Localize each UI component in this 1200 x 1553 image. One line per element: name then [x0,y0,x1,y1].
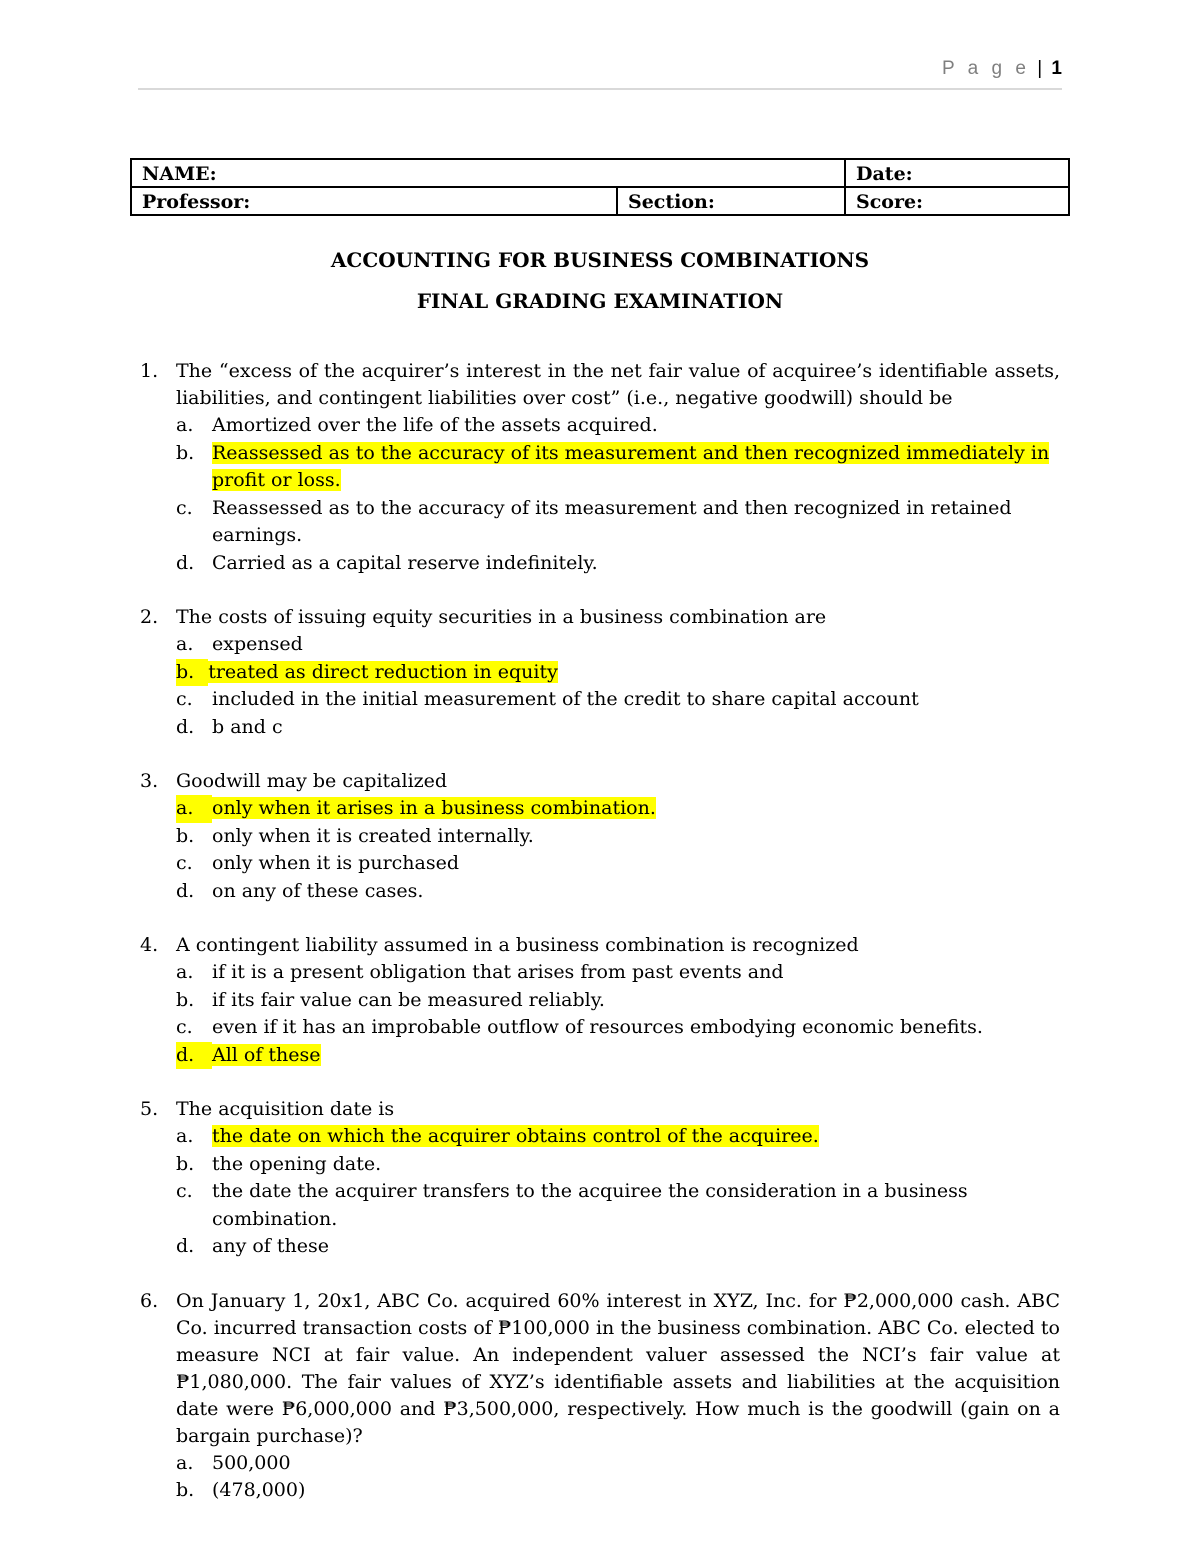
question-number: 5. [140,1098,159,1120]
option-a: a. expensed [176,633,303,655]
option-d: d. on any of these cases. [176,879,424,902]
question-1 [140,358,1060,577]
question-text: Goodwill may be capitalized [176,770,448,792]
option-d: d. Carried as a capital reserve indefinitely. [176,551,598,574]
question-6 [140,1288,1060,1505]
student-info-table [130,158,1070,216]
page-header [138,58,1062,90]
question-number: 1. [140,360,159,382]
highlighted-answer: treated as direct reduction in equity [208,660,558,683]
option-a: a. Amortized over the life of the assets acquired. [176,414,658,436]
option-a: a. 500,000 [176,1451,291,1474]
question-number: 4. [140,934,159,956]
option-a-highlighted-answer: a. the date on which the acquirer obtains control of the acquiree. [176,1125,819,1147]
name-field: NAME: [131,159,845,187]
question-number: 3. [140,770,159,792]
score-field: Score: [845,187,1069,215]
option-c: c. even if it has an improbable outflow of resources embodying economic benefits. [176,1016,983,1038]
highlighted-answer: Reassessed as to the accuracy of its measurement and then recognized immediately in profit or loss. [212,441,1050,491]
option-d: d. any of these [176,1235,329,1257]
question-text: A contingent liability assumed in a business combination is recognized [176,934,859,956]
question-2 [140,604,1060,741]
option-d-highlighted-answer: d. All of these [176,1042,1060,1070]
question-text: On January 1, 20x1, ABC Co. acquired 60% interest in XYZ, Inc. for ₱2,000,000 cash. ABC Co. incurred transaction costs of ₱100,000 in the business combination. ABC Co. elected to measure NCI at fair value. An independent valuer assessed the NCI’s fair value at ₱1,080,000. The fair values of XYZ’s identifiable assets and liabilities at the acquisition date were ₱6,000,000 and ₱3,500,000, respectively. How much is the goodwill (gain on a bargain purchase)? [176,1289,1060,1447]
option-a-highlighted-answer: a. only when it arises in a business combination. [176,795,1060,823]
page-label: P a g e [942,58,1030,79]
question-text: The acquisition date is [176,1098,395,1120]
option-b-highlighted-answer: b. Reassessed as to the accuracy of its measurement and then recognized immediately in profit or loss. [176,441,1050,491]
option-b: b. if its fair value can be measured reliably. [176,988,605,1011]
question-number: 2. [140,606,159,628]
option-c: c. the date the acquirer transfers to the acquiree the consideration in a business combination. [176,1180,968,1230]
date-field: Date: [845,159,1069,187]
question-text: The “excess of the acquirer’s interest in the net fair value of acquiree’s identifiable assets, liabilities, and contingent liabilities over cost” (i.e., negative goodwill) should be [176,360,1060,409]
option-b: b. the opening date. [176,1152,382,1175]
option-c: c. included in the initial measurement of the credit to share capital account [176,688,919,710]
page-separator: | [1037,58,1043,79]
question-list [140,358,1060,1532]
question-number: 6. [140,1289,159,1312]
option-b: b. (478,000) [176,1479,306,1501]
question-4 [140,932,1060,1069]
section-field: Section: [617,187,845,215]
professor-field: Professor: [131,187,617,215]
exam-title: ACCOUNTING FOR BUSINESS COMBINATIONS [330,248,870,272]
page-number: 1 [1051,58,1062,79]
option-c: c. only when it is purchased [176,852,460,874]
option-a: a. if it is a present obligation that arises from past events and [176,961,784,983]
question-5 [140,1096,1060,1261]
highlighted-answer: the date on which the acquirer obtains control of the acquiree. [212,1125,819,1147]
option-b-highlighted-answer: b. treated as direct reduction in equity [176,659,1060,687]
question-3 [140,768,1060,905]
highlighted-answer: only when it arises in a business combination. [212,797,656,819]
option-c: c. Reassessed as to the accuracy of its measurement and then recognized in retained earnings. [176,496,1012,546]
highlighted-answer: All of these [212,1043,321,1066]
option-d: d. b and c [176,715,283,738]
option-b: b. only when it is created internally. [176,824,534,847]
exam-subtitle: FINAL GRADING EXAMINATION [416,289,784,313]
question-text: The costs of issuing equity securities in a business combination are [176,606,827,628]
